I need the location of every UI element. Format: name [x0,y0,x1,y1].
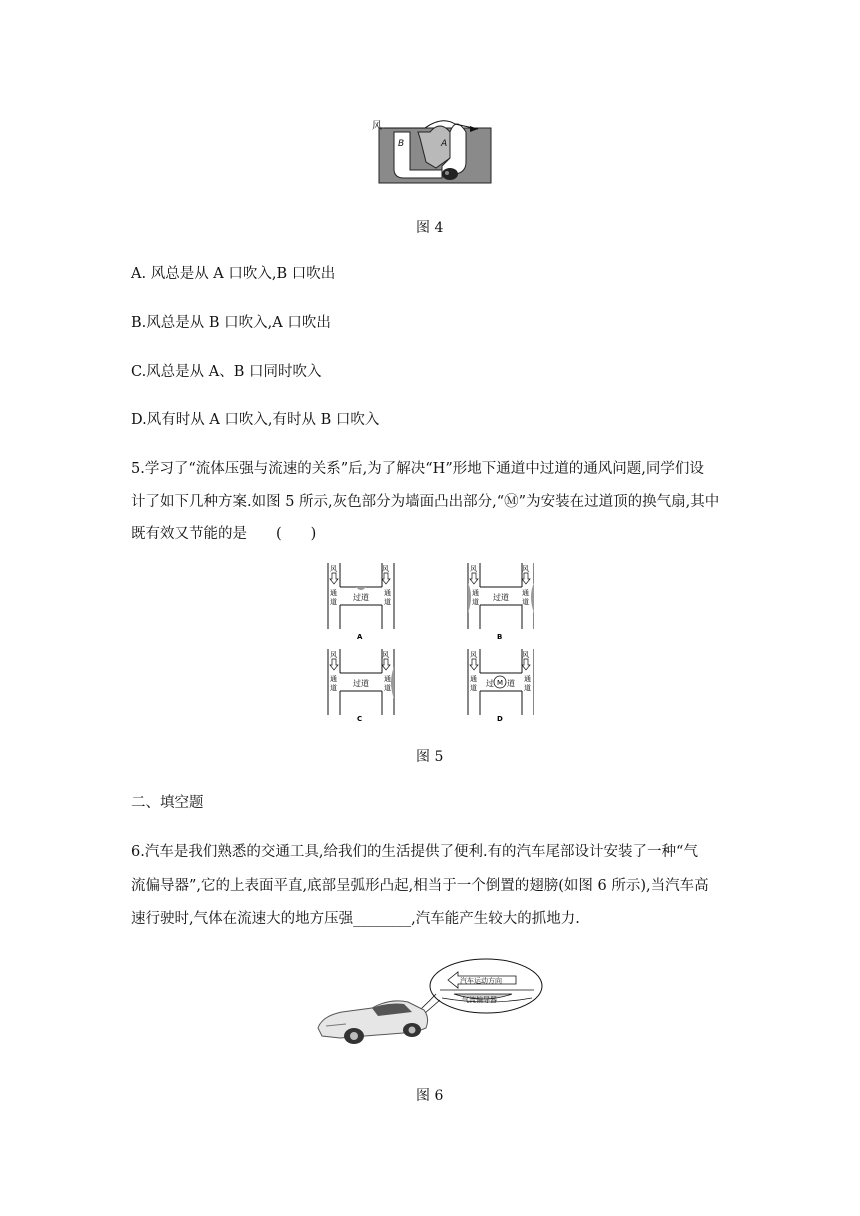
figure-4 [370,112,496,188]
fig5-d-tong-right: 通 [524,675,531,683]
fig5-b-tong-left: 通 [472,589,479,597]
figure-5-diagram [324,563,534,723]
fig5-c-wind-right: 风 [382,651,389,659]
fig5-a-dao-left: 道 [330,598,337,606]
figure-6-caption: 图 6 [416,1088,444,1104]
figure-5 [324,563,534,723]
figure-5-caption: 图 5 [416,749,444,765]
fig5-a-guodao: 过道 [353,593,369,602]
fig5-c-dao-right: 道 [384,684,391,692]
fig5-c-label: C [357,715,363,723]
q6-line-1: 6.汽车是我们熟悉的交通工具,给我们的生活提供了便利.有的汽车尾部设计安装了一种“气 [131,844,698,860]
fig5-d-motor: M [497,679,504,687]
fig5-a-tong-right: 通 [384,589,391,597]
q5-line-3: 既有效又节能的是 ( ) [131,526,317,542]
figure-6 [312,954,550,1054]
fig5-a-wind-left: 风 [330,565,337,573]
figure-4-label-a: A [441,139,448,149]
fig5-d-tong-left: 通 [470,675,477,683]
figure-6-direction-label: 汽车运动方向 [460,977,502,985]
fig5-d-wind-left: 风 [470,651,477,659]
q4-option-a: A. 风总是从 A 口吹入,B 口吹出 [131,266,336,282]
fig5-a-tong-left: 通 [330,589,337,597]
fig5-b-dao-right: 道 [522,598,529,606]
fig5-b-dao-left: 道 [472,598,479,606]
q6-line-3: 速行驶时,气体在流速大的地方压强________,汽车能产生较大的抓地力. [131,911,580,927]
q4-option-c: C.风总是从 A、B 口同时吹入 [131,364,322,380]
figure-6-deflector-label: 气流偏导器 [462,996,497,1004]
figure-4-wind-label: 风 [372,121,382,132]
fig5-d-label: D [497,715,503,723]
fig5-d-dao-right: 道 [524,684,531,692]
fig5-c-wind-left: 风 [330,651,337,659]
q4-option-b: B.风总是从 B 口吹入,A 口吹出 [131,315,331,331]
q5-line-2: 计了如下几种方案.如图 5 所示,灰色部分为墙面凸出部分,“Ⓜ”为安装在过道顶的换气扇,其中 [131,494,720,510]
section-2-heading: 二、填空题 [131,795,204,811]
fig5-b-wind-right: 风 [522,565,529,573]
fig5-c-guodao: 过道 [353,679,369,688]
q5-line-1: 5.学习了“流体压强与流速的关系”后,为了解决“H”形地下通道中过道的通风问题,同学们设 [131,461,704,477]
q4-option-d: D.风有时从 A 口吹入,有时从 B 口吹入 [131,412,380,428]
fig5-b-label: B [497,633,503,641]
fig5-c-dao-left: 道 [330,684,337,692]
fig5-b-tong-right: 通 [522,589,529,597]
fig5-a-wind-right: 风 [382,565,389,573]
fig5-b-guodao: 过道 [493,593,509,602]
figure-4-diagram [370,112,496,188]
fig5-d-wind-right: 风 [522,651,529,659]
q6-line-2: 流偏导器”,它的上表面平直,底部呈弧形凸起,相当于一个倒置的翅膀(如图 6 所示),当汽车高 [131,878,709,894]
fig5-d-dao-left: 道 [470,684,477,692]
fig5-c-tong-left: 通 [330,675,337,683]
figure-4-caption: 图 4 [416,220,444,236]
fig5-b-wind-left: 风 [470,565,477,573]
fig5-d-guo: 过 [486,679,494,688]
fig5-d-dao-mid: 道 [507,679,515,688]
fig5-a-dao-right: 道 [384,598,391,606]
figure-4-label-b: B [398,139,405,149]
fig5-c-tong-right: 通 [384,675,391,683]
fig5-a-label: A [357,633,363,641]
figure-6-diagram [312,954,550,1054]
